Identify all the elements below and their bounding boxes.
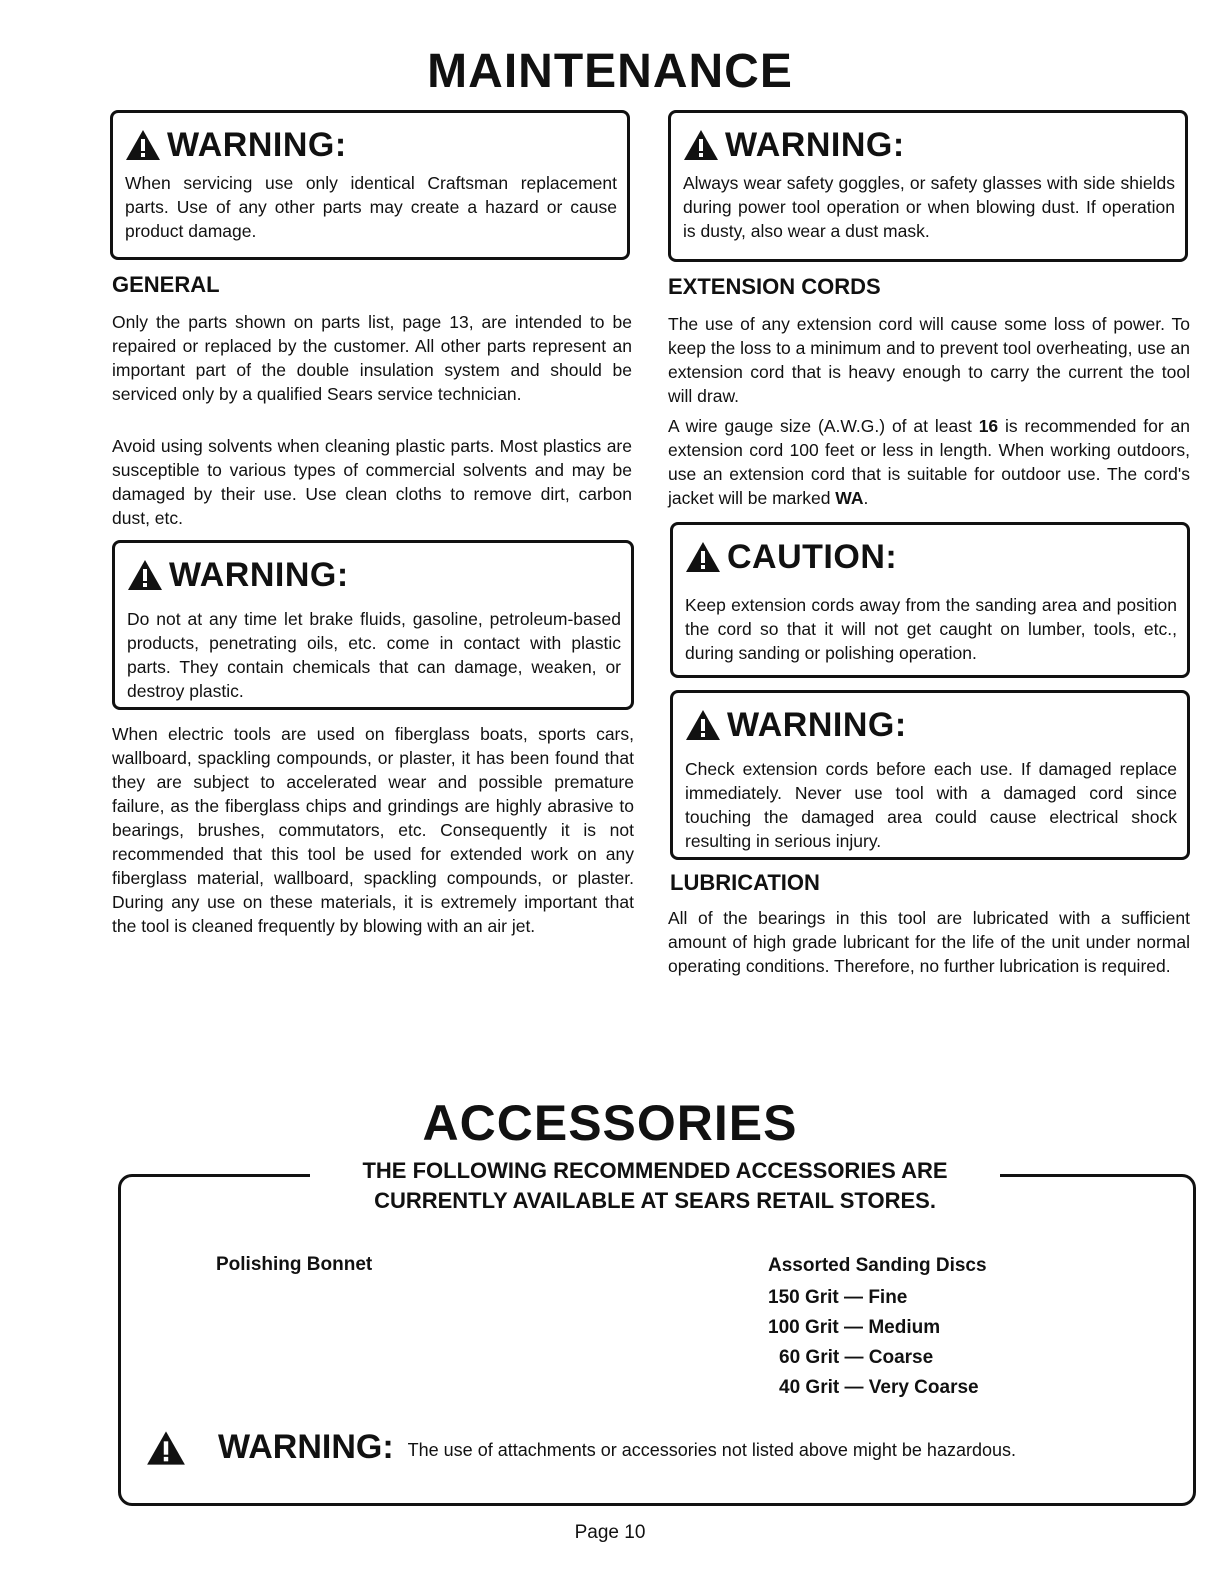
warning-triangle-icon [127, 559, 163, 591]
accessories-heading-line-1: THE FOLLOWING RECOMMENDED ACCESSORIES ARE [362, 1158, 948, 1183]
caution-box-extension-cords [670, 522, 1190, 678]
gauge-value: 16 [978, 416, 999, 436]
lubrication-heading: LUBRICATION [670, 870, 820, 895]
general-heading: GENERAL [112, 272, 220, 297]
extension-paragraph-2: A wire gauge size (A.W.G.) of at least 16 is recommended for an extension cord 100 feet or less in length. When working outdoors, use an extension cord that is suitable for outdoor use. The cord's jacket will be marked WA. [668, 416, 1190, 508]
polishing-bonnet-item: Polishing Bonnet [216, 1254, 373, 1275]
accessories-warning [146, 1428, 1016, 1467]
warning-text: When servicing use only identical Craftsman replacement parts. Use of any other parts may create a hazard or cause product damage. [125, 173, 617, 241]
lubrication-paragraph: All of the bearings in this tool are lubricated with a sufficient amount of high grade lubricant for the life of the unit under normal operating conditions. Therefore, no further lubrication is required. [668, 908, 1190, 976]
extension-paragraph-1: The use of any extension cord will cause some loss of power. To keep the loss to a minimum and to prevent tool overheating, use an extension cord that is heavy enough to carry the current the tool will draw. [668, 314, 1190, 406]
maintenance-title: MAINTENANCE [427, 45, 793, 98]
grit-item: 40 Grit — Very Coarse [779, 1377, 979, 1398]
grit-item: 100 Grit — Medium [768, 1317, 941, 1338]
caution-triangle-icon [685, 541, 721, 573]
grit-item: 150 Grit — Fine [768, 1287, 908, 1308]
accessories-heading [310, 1156, 1000, 1216]
warning-text: Always wear safety goggles, or safety glasses with side shields during power tool operation or when blowing dust. If operation is dusty, also wear a dust mask. [683, 173, 1175, 241]
warning-box-damaged-cords [670, 690, 1190, 860]
accessories-warning-text: The use of attachments or accessories not listed above might be hazardous. [407, 1440, 1016, 1460]
accessories-warning-label: WARNING: [218, 1428, 394, 1466]
warning-triangle-icon [683, 129, 719, 161]
accessories-heading-line-2: CURRENTLY AVAILABLE AT SEARS RETAIL STORES. [374, 1188, 936, 1213]
general-paragraph-2: Avoid using solvents when cleaning plastic parts. Most plastics are susceptible to various types of commercial solvents and may be damaged by their use. Use clean cloths to remove dirt, carbon dust, etc. [112, 436, 632, 528]
jacket-mark: WA [835, 488, 864, 508]
warning-box-replacement-parts [110, 110, 630, 260]
warning-box-safety-goggles [668, 110, 1188, 262]
warning-label: WARNING: [725, 125, 905, 164]
caution-label: CAUTION: [727, 537, 898, 576]
extension-cords-heading: EXTENSION CORDS [668, 274, 881, 299]
warning-label: WARNING: [167, 125, 347, 164]
warning-label: WARNING: [727, 705, 907, 744]
warning-label: WARNING: [169, 555, 349, 594]
caution-text: Keep extension cords away from the sanding area and position the cord so that it will not get caught on lumber, tools, etc., during sanding or polishing operation. [685, 595, 1177, 663]
warning-triangle-icon [685, 709, 721, 741]
warning-box-plastic-parts [112, 540, 634, 710]
page-number: Page 10 [574, 1522, 646, 1543]
general-paragraph-1: Only the parts shown on parts list, page 13, are intended to be repaired or replaced by the customer. All other parts represent an important part of the double insulation system and should be serviced only by a qualified Sears service technician. [112, 312, 632, 404]
warning-triangle-icon [146, 1430, 186, 1466]
warning-text: Do not at any time let brake fluids, gasoline, petroleum-based products, penetrating oils, etc. come in contact with plastic parts. They contain chemicals that can damage, weaken, or destroy plastic. [127, 609, 621, 701]
warning-text: Check extension cords before each use. If damaged replace immediately. Never use tool with a damaged cord since touching the damaged area could cause electrical shock resulting in serious injury. [685, 759, 1177, 851]
warning-triangle-icon [125, 129, 161, 161]
fiberglass-paragraph: When electric tools are used on fiberglass boats, sports cars, wallboard, spackling compounds, or plaster, it has been found that they are subject to accelerated wear and possible premature failure, as the fiberglass chips and grindings are highly abrasive to bearings, brushes, commutators, etc. Consequently it is not recommended that this tool be used for extended work on any fiberglass material, wallboard, spackling compounds, or plaster. During any use on these materials, it is extremely important that the tool is cleaned frequently by blowing with an air jet. [112, 724, 634, 936]
grit-item: 60 Grit — Coarse [779, 1347, 934, 1368]
sanding-discs-title: Assorted Sanding Discs [768, 1255, 987, 1276]
accessories-title: ACCESSORIES [422, 1095, 798, 1151]
